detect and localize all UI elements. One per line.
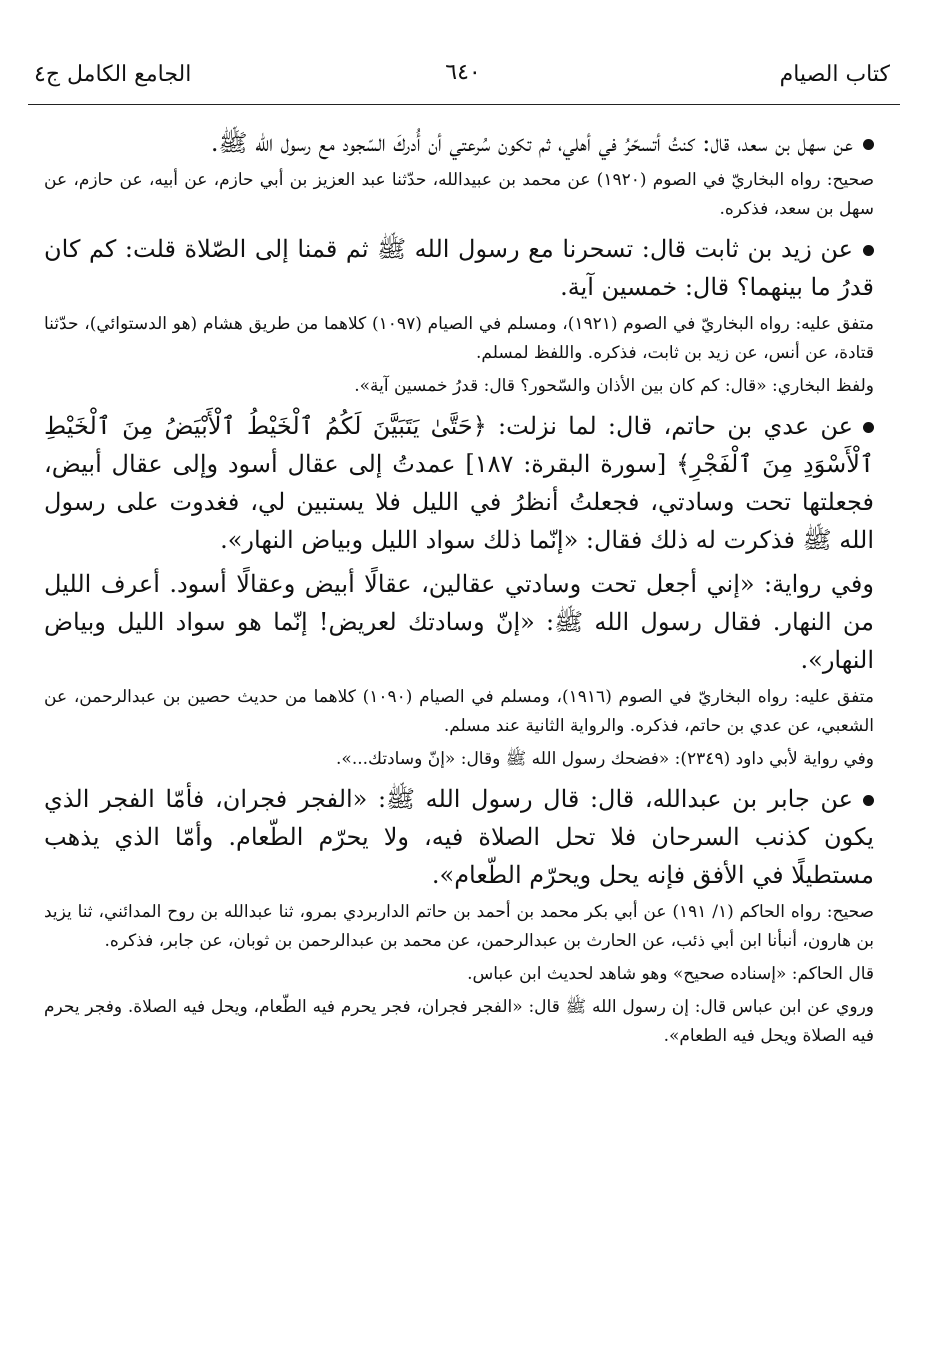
header-divider <box>28 104 900 105</box>
book-title: الجامع الكامل ج٤ <box>34 62 192 87</box>
hadith-text: عن جابر بن عبدالله، قال: قال رسول الله ﷺ: «الفجر فجران، فأمّا الفجر الذي يكون كذنب السرحان فلا تحل الصلاة فيه، ولا يحرّم الطّعام. وأمّا الذي يذهب مستطيلًا في الأفق فإنه يحل ويحرّم الطّعام». <box>44 785 874 889</box>
chapter-title: كتاب الصيام <box>779 62 890 87</box>
bullet-icon <box>863 139 874 150</box>
note-text: قال الحاكم: «إسناده صحيح» وهو شاهد لحديث ابن عباس. <box>467 964 874 984</box>
hadith-text: عن زيد بن ثابت قال: تسحرنا مع رسول الله ﷺ ثم قمنا إلى الصّلاة قلت: كم كان قدرُ ما بينهما؟ قال: خمسين آية. <box>44 235 874 301</box>
hadith-paragraph <box>44 124 874 162</box>
page-header <box>30 56 896 96</box>
takhrij-note <box>44 993 874 1051</box>
page-body <box>44 118 874 1055</box>
takhrij-note <box>44 310 874 368</box>
bullet-icon <box>863 245 874 256</box>
hadith-text: عن عدي بن حاتم، قال: لما نزلت: ﴿حَتَّىٰ يَتَبَيَّنَ لَكُمُ ٱلْخَيْطُ ٱلْأَبْيَضُ مِنَ ٱلْخَيْطِ ٱلْأَسْوَدِ مِنَ ٱلْفَجْرِ﴾ [سورة البقرة: ١٨٧] عمدتُ إلى عقال أسود وإلى عقال أبيض، فجعلتها تحت وسادتي، فجعلتُ أنظرُ في الليل فلا يستبين لي، فغدوت على رسول الله ﷺ فذكرت له ذلك فقال: «إنّما ذلك سواد الليل وبياض النهار». <box>44 412 875 554</box>
note-text: وفي رواية لأبي داود (٢٣٤٩): «فضحك رسول الله ﷺ وقال: «إنّ وسادتك...». <box>336 749 874 769</box>
note-text: صحيح: رواه البخاريّ في الصوم (١٩٢٠) عن محمد بن عبيدالله، حدّثنا عبد العزيز بن أبي حازم، عن أبيه، عن حازم، عن سهل بن سعد، فذكره. <box>44 170 875 219</box>
page-number: ٦٤٠ <box>445 60 481 85</box>
takhrij-note <box>44 898 874 956</box>
takhrij-note <box>44 745 874 774</box>
takhrij-note <box>44 166 874 224</box>
hadith-paragraph <box>44 230 874 306</box>
hadith-paragraph <box>44 565 874 679</box>
hadith-text: وفي رواية: «إني أجعل تحت وسادتي عقالين، عقالًا أبيض وعقالًا أسود. أعرف الليل من النهار. فقال رسول الله ﷺ: «إنّ وسادتك لعريض! إنّما هو سواد الليل وبياض النهار». <box>44 570 874 674</box>
hadith-text: عن سهل بن سعد، قال: كنتُ أتسحّرُ في أهلي، ثم تكون سُرعتي أن أُدركَ السّجود مع رسول الله ﷺ. <box>210 129 853 157</box>
takhrij-note <box>44 683 874 741</box>
bullet-icon <box>863 795 874 806</box>
note-text: صحيح: رواه الحاكم (١/ ١٩١) عن أبي بكر محمد بن أحمد بن حاتم الداربردي بمرو، ثنا عبدالله بن روح المدائني، ثنا يزيد بن هارون، أنبأنا ابن أبي ذئب، عن الحارث بن عبدالرحمن، عن محمد بن عبدالرحمن بن ثوبان، عن جابر، فذكره. <box>44 902 874 951</box>
takhrij-note <box>44 372 874 401</box>
note-text: متفق عليه: رواه البخاريّ في الصوم (١٩٢١)، ومسلم في الصيام (١٠٩٧) كلاهما من طريق هشام (هو الدستوائي)، حدّثنا قتادة، عن أنس، عن زيد بن ثابت، فذكره. واللفظ لمسلم. <box>44 314 874 363</box>
bullet-icon <box>863 422 874 433</box>
hadith-paragraph <box>44 780 874 894</box>
note-text: متفق عليه: رواه البخاريّ في الصوم (١٩١٦)، ومسلم في الصيام (١٠٩٠) كلاهما من حديث حصين بن عبدالرحمن، عن الشعبي، عن عدي بن حاتم، فذكره. والرواية الثانية عند مسلم. <box>44 687 874 736</box>
note-text: ولفظ البخاري: «قال: كم كان بين الأذان والسّحور؟ قال: قدرُ خمسين آية». <box>354 376 874 396</box>
hadith-paragraph <box>44 407 874 559</box>
note-text: وروي عن ابن عباس قال: إن رسول الله ﷺ قال: «الفجر فجران، فجر يحرم فيه الطّعام، ويحل فيه الصلاة. وفجر يحرم فيه الصلاة ويحل فيه الطعام». <box>44 997 874 1046</box>
takhrij-note <box>44 960 874 989</box>
